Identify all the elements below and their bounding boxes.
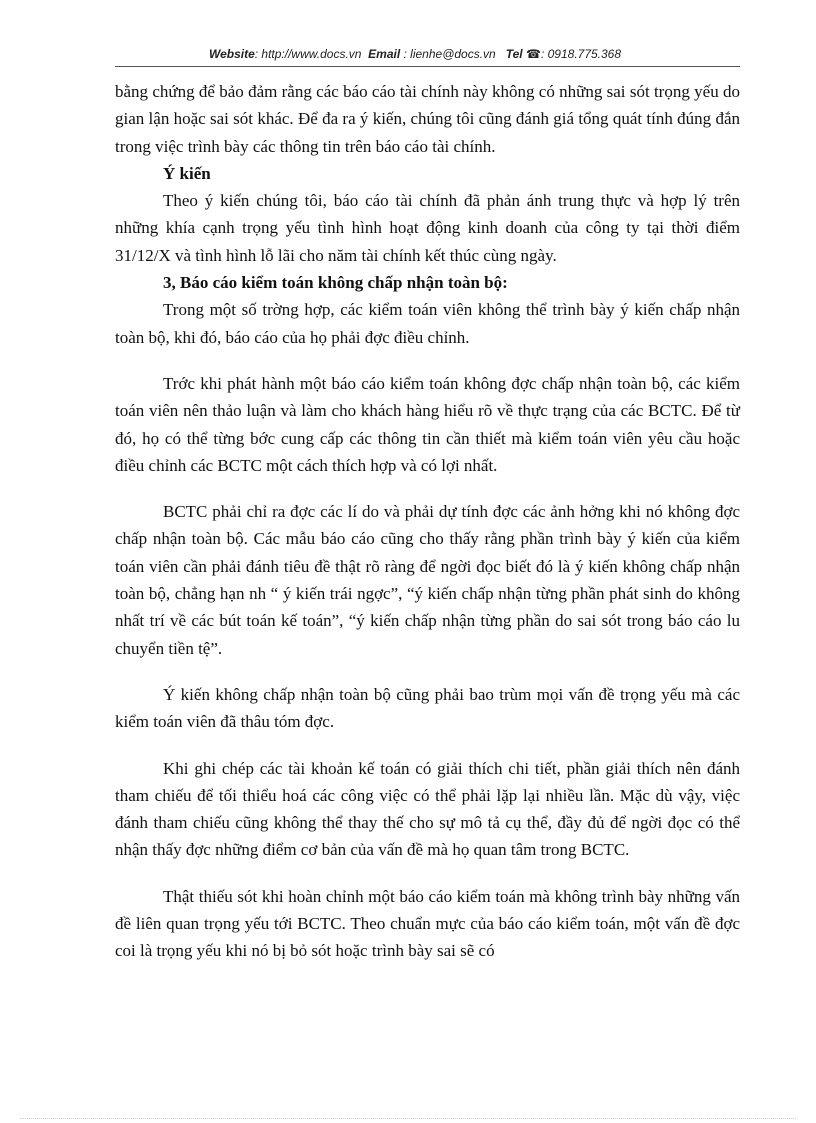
header-divider bbox=[115, 66, 740, 67]
document-body bbox=[115, 78, 740, 965]
paragraph-4: Trớc khi phát hành một báo cáo kiểm toán không đợc chấp nhận toàn bộ, các kiểm toán viên nên thảo luận và làm cho khách hàng hiểu rõ về thực trạng của các BCTC. Để từ đó, họ có thể từng bớc cung cấp các thông tin cần thiết mà kiểm toán viên yêu cầu hoặc điều chỉnh các BCTC một cách thích hợp và có lợi nhất. bbox=[115, 373, 740, 475]
email-address: : lienhe@docs.vn bbox=[403, 47, 496, 61]
paragraph-5: BCTC phải chỉ ra đợc các lí do và phải dự tính đợc các ảnh hởng khi nó không đợc chấp nhận toàn bộ. Các mẫu báo cáo cũng cho thấy rằng phần trình bày ý kiến của kiểm toán viên cần phải đánh tiêu đề thật rõ ràng để ngời đọc biết đó là ý kiến không chấp nhận toàn bộ, chẳng hạn nh “ ý kiến trái ngợc”, “ý kiến chấp nhận từng phần phát sinh do không nhất trí về các bút toán kế toán”, “ý kiến chấp nhận từng phần do sai sót trong báo cáo lu chuyển tiền tệ”. bbox=[115, 502, 740, 658]
paragraph-7: Khi ghi chép các tài khoản kế toán có giải thích chi tiết, phần giải thích nên đánh tham chiếu để tối thiểu hoá các công việc có thể phải lặp lại nhiều lần. Mặc dù vậy, việc đánh tham chiếu cũng không thể thay thế cho sự mô tả cụ thể, đầy đủ để ngời đọc có thể nhận thấy đợc những điểm cơ bản của vấn đề mà họ quan tâm trong BCTC. bbox=[115, 758, 740, 860]
page-header bbox=[115, 47, 715, 61]
section-title: 3, Báo cáo kiểm toán không chấp nhận toàn bộ: bbox=[163, 273, 508, 293]
website-label: Website bbox=[208, 47, 255, 61]
paragraph-1: bằng chứng để bảo đảm rằng các báo cáo tài chính này không có những sai sót trọng yếu do gian lận hoặc sai sót khác. Để đa ra ý kiến, chúng tôi cũng đánh giá tổng quát tính đúng đắn trong việc trình bày các thông tin trên báo cáo tài chính. bbox=[115, 82, 740, 156]
tel-label: Tel bbox=[505, 47, 523, 61]
phone-icon: ☎ bbox=[526, 47, 541, 61]
paragraph-8: Thật thiếu sót khi hoàn chỉnh một báo cáo kiểm toán mà không trình bày những vấn đề liên quan trọng yếu tới BCTC. Theo chuẩn mực của báo cáo kiểm toán, một vấn đề đợc coi là trọng yếu khi nó bị bỏ sót hoặc trình bày sai sẽ có bbox=[115, 886, 740, 961]
tel-number: : 0918.775.368 bbox=[540, 47, 622, 61]
paragraph-2: Theo ý kiến chúng tôi, báo cáo tài chính đã phản ánh trung thực và hợp lý trên những khía cạnh trọng yếu tình hình hoạt động kinh doanh của công ty tại thời điểm 31/12/X và tình hình lỗ lãi cho năm tài chính kết thúc cùng ngày. bbox=[115, 191, 740, 265]
opinion-heading: Ý kiến bbox=[163, 163, 211, 183]
email-label: Email bbox=[368, 47, 401, 61]
website-url: : http://www.docs.vn bbox=[254, 47, 362, 61]
paragraph-3: Trong một số trờng hợp, các kiểm toán viên không thể trình bày ý kiến chấp nhận toàn bộ, khi đó, báo cáo của họ phải đợc điều chỉnh. bbox=[115, 300, 740, 347]
footer-divider bbox=[20, 1118, 796, 1119]
paragraph-6: Ý kiến không chấp nhận toàn bộ cũng phải bao trùm mọi vấn đề trọng yếu mà các kiểm toán viên đã thâu tóm đợc. bbox=[115, 684, 740, 732]
